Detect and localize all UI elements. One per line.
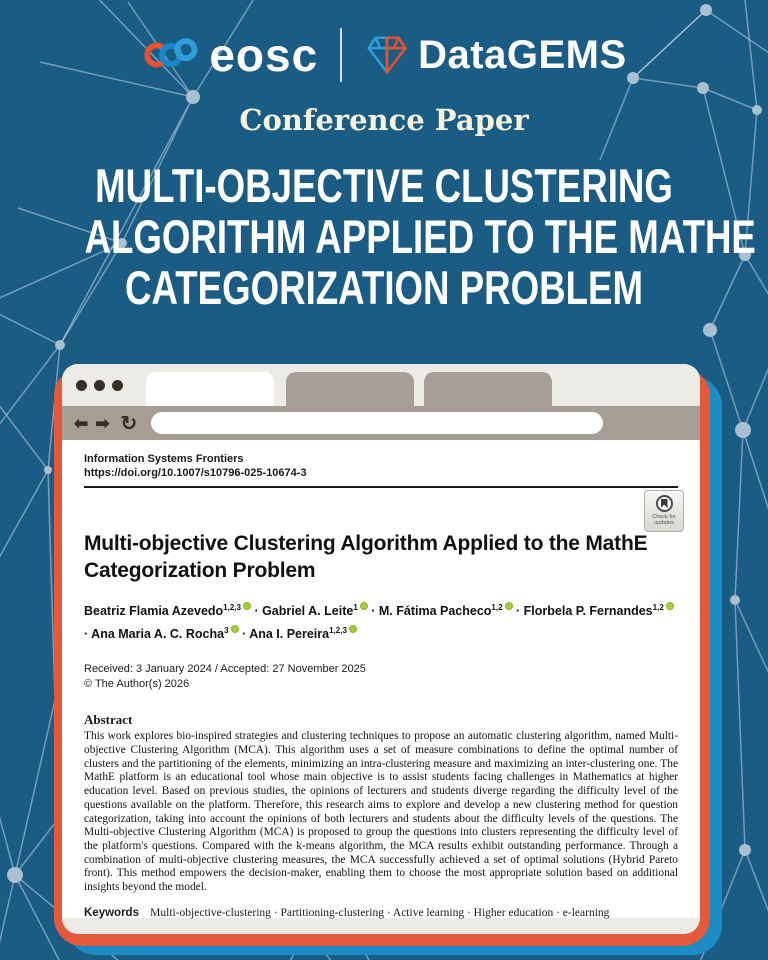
conference-paper-label: Conference Paper [239, 103, 529, 137]
author: Beatriz Flamia Azevedo$^{1,2,3}$ [84, 604, 251, 618]
author: Ana Maria A. C. Rocha$^3$ [91, 627, 238, 641]
author: Gabriel A. Leite$^1$ [262, 604, 368, 618]
keywords-label: Keywords [84, 906, 139, 919]
copyright: © The Author(s) 2026 [84, 678, 190, 691]
window-control-dots[interactable] [76, 380, 123, 391]
forward-icon[interactable]: ➡ [95, 413, 110, 433]
author-separator: · [512, 604, 524, 619]
author-separator: · [250, 604, 263, 619]
orcid-icon[interactable] [349, 625, 357, 633]
eosc-logo-icon [141, 31, 203, 79]
browser-tab-active[interactable] [146, 372, 274, 406]
dates-block [84, 662, 678, 692]
author: Florbela P. Fernandes$^{1,2}$ [524, 604, 674, 618]
crossmark-icon [656, 495, 673, 512]
url-bar[interactable] [151, 412, 603, 434]
hero-title-line: ALGORITHM APPLIED TO THE MATHE [84, 210, 756, 263]
check-for-updates-badge[interactable] [644, 490, 684, 532]
window-dot-icon[interactable] [112, 380, 123, 391]
check-for-updates-label: Check for updates [652, 514, 676, 526]
abstract-text: This work explores bio-inspired strategies and clustering techniques to propose an automatic clustering algorithm, named Multi-objective Clustering Algorithm (MCA). This algorithm uses a set of measure combinations to define the optimal number of clusters and the partitioning of the elements, minimizing an intra-clustering measure and maximizing an inter-clustering one. The MathE platform is an educational tool whose main objective is to assist students facing challenges in Mathematics at higher education level. Based on previous studies, the opinions of lecturers and students diverge regarding the difficulty level of the questions available on the platform. Therefore, this research aims to explore and develop a new clustering method for question categorization, taking into account the opinions of both lecturers and students about the difficulty levels of the questions. The Multi-objective Clustering Algorithm (MCA) is proposed to group the questions into clusters representing the difficulty level of the platform's questions. Compared with the k-means algorithm, the MCA results exhibit outstanding performance. Through a combination of multi-objective clustering measures, the MCA successfully achieved a set of optimal solutions (Hybrid Pareto front). This method empowers the decision-maker, enabling them to choose the most appropriate solution based on additional insights beyond the model. [84, 730, 678, 894]
orcid-icon[interactable] [243, 602, 251, 610]
author: Ana I. Pereira$^{1,2,3}$ [249, 627, 357, 641]
eosc-logo-text: eosc [209, 29, 319, 81]
orcid-icon[interactable] [231, 625, 239, 633]
abstract-heading: Abstract [84, 712, 133, 728]
orcid-icon[interactable] [666, 602, 674, 610]
browser-titlebar [62, 364, 700, 406]
author-separator: · [84, 627, 92, 642]
keywords-line [84, 907, 678, 919]
hero-title [0, 160, 768, 313]
window-dot-icon[interactable] [94, 380, 105, 391]
hero-title-line: MULTI-OBJECTIVE CLUSTERING [95, 159, 673, 212]
browser-tab[interactable] [286, 372, 414, 406]
browser-window [62, 364, 700, 934]
datagems-logo-text: DataGEMS [418, 33, 627, 77]
paper-title: Multi-objective Clustering Algorithm Applied to the MathE Categorization Problem [84, 532, 648, 582]
datagems-logo [364, 34, 627, 76]
author: M. Fátima Pacheco$^{1,2}$ [379, 604, 513, 618]
orcid-icon[interactable] [505, 602, 513, 610]
author-separator: · [367, 604, 379, 619]
received-accepted: Received: 3 January 2024 / Accepted: 27 November 2025 [84, 663, 366, 676]
browser-tab[interactable] [424, 372, 552, 406]
hero-title-line: CATEGORIZATION PROBLEM [125, 261, 643, 314]
header-logos [0, 28, 768, 82]
back-icon[interactable]: ⬅ [74, 413, 89, 433]
author-separator: · [238, 627, 250, 642]
logo-divider [340, 28, 342, 82]
window-dot-icon[interactable] [76, 380, 87, 391]
refresh-icon[interactable]: ↻ [120, 412, 138, 435]
header-rule [84, 486, 678, 488]
eosc-logo [141, 31, 318, 79]
browser-toolbar [62, 406, 700, 440]
orcid-icon[interactable] [360, 602, 368, 610]
paper-page [62, 440, 700, 918]
author-list [84, 598, 678, 644]
diamond-icon [364, 34, 410, 76]
doi-link[interactable]: https://doi.org/10.1007/s10796-025-10674-3 [84, 467, 307, 479]
keywords-items: Multi-objective-clustering · Partitioning-clustering · Active learning · Higher education · e-learning [150, 906, 610, 919]
journal-name: Information Systems Frontiers [84, 453, 244, 465]
